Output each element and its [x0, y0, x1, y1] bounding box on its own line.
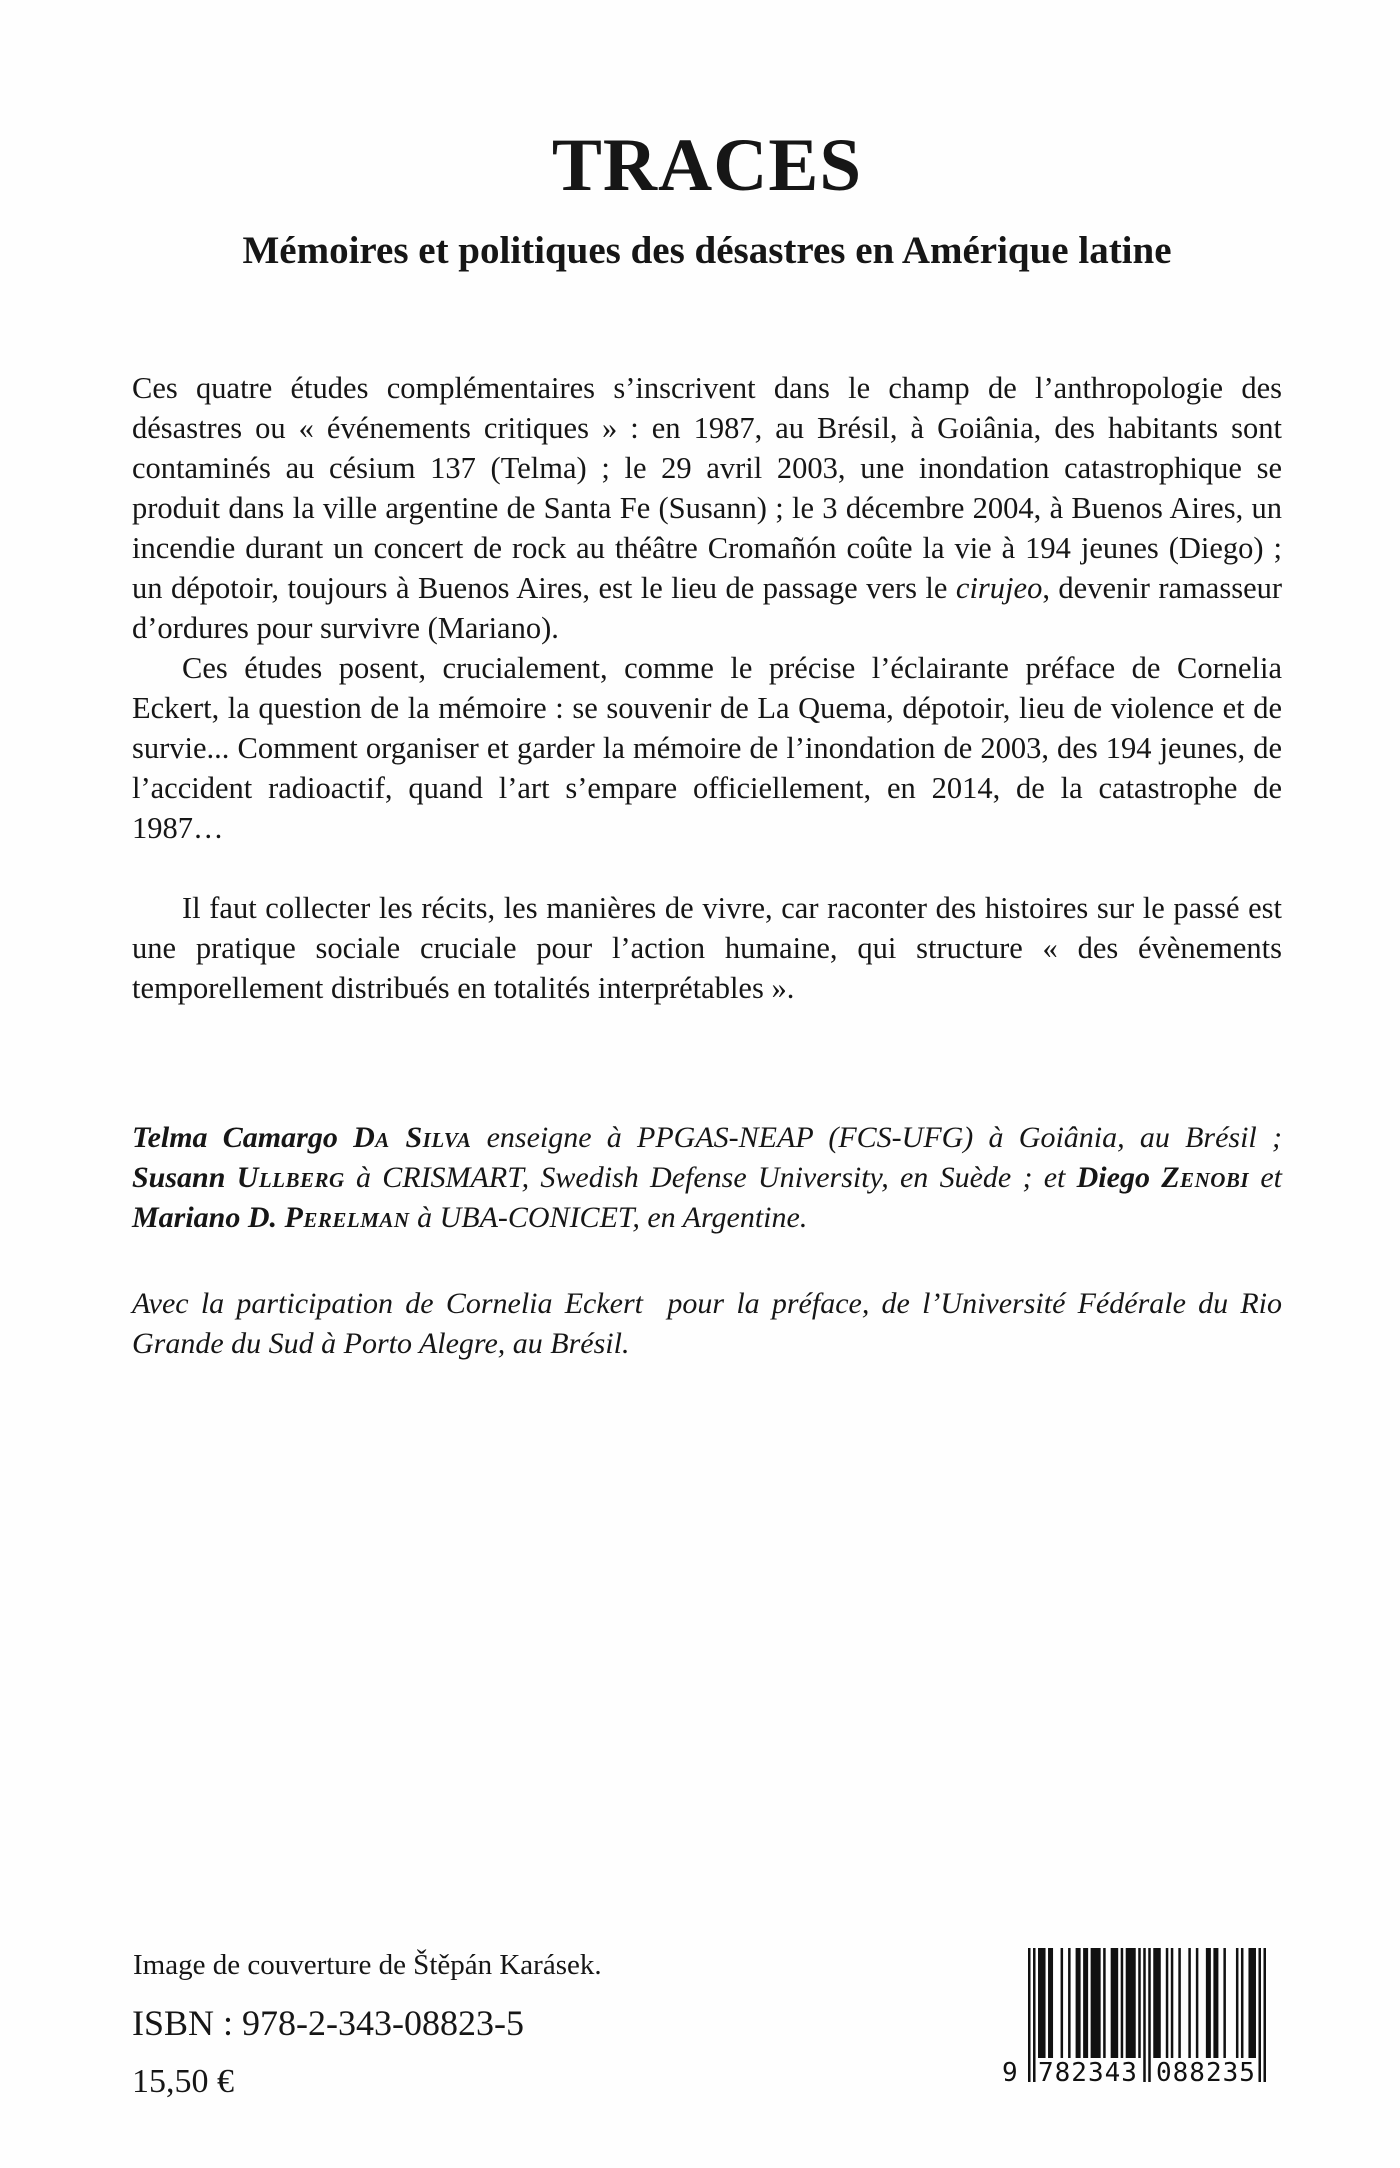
- text-segment: Telma Camargo: [132, 1120, 354, 1154]
- synopsis: [132, 368, 1282, 1008]
- text-segment: à CRISMART, Swedish Defense University, en Suède ; et: [344, 1160, 1077, 1194]
- text-segment: cirujeo: [955, 570, 1043, 605]
- text-segment: , devenir ramasseur d’ordures pour survivre (Mariano).: [132, 570, 1283, 645]
- text-segment: Zenobi: [1161, 1160, 1250, 1194]
- book-title: TRACES: [551, 124, 863, 207]
- barcode-number: [1002, 2056, 1266, 2090]
- barcode: [1002, 1948, 1266, 2090]
- text-segment: et: [1249, 1160, 1282, 1194]
- text-segment: Da Silva: [353, 1120, 472, 1154]
- barcode-digit-group: 9: [1002, 2058, 1018, 2088]
- text-segment: Susann: [132, 1160, 237, 1194]
- barcode-digit-group: 088235: [1156, 2058, 1256, 2088]
- cover-image-credit: Image de couverture de Štěpán Karásek.: [133, 1949, 602, 1981]
- text-segment: Perelman: [284, 1200, 410, 1234]
- text-segment: Ces quatre études complémentaires s’inscrivent dans le champ de l’anthropologie des désastres ou « événements critiques » : en 1987, au Brésil, à Goiânia, des habitants sont contaminés au césium 137 (Telma) ; le 29 avril 2003, une inondation catastrophique se produit dans la ville argentine de Santa Fe (Susann) ; le 3 décembre 2004, à Buenos Aires, un incendie durant un concert de rock au théâtre Cromañón coûte la vie à 194 jeunes (Diego) ; un dépotoir, toujours à Buenos Aires, est le lieu de passage vers le: [132, 370, 1282, 605]
- preface-credit: Avec la participation de Cornelia Eckert pour la préface, de l’Université Fédérale du Rio Grande du Sud à Porto Alegre, au Brésil.: [132, 1286, 1282, 1360]
- price: 15,50 €: [132, 2063, 234, 2100]
- text-segment: Ullberg: [236, 1160, 345, 1194]
- text-segment: enseigne à PPGAS-NEAP (FCS-UFG) à Goiânia, au Brésil ;: [471, 1120, 1282, 1154]
- text-segment: Il faut collecter les récits, les manières de vivre, car raconter des histoires sur le passé est une pratique sociale cruciale pour l’action humaine, qui structure « des évènements temporellement distribués en totalités interprétables ».: [132, 890, 1282, 1005]
- book-subtitle: Mémoires et politiques des désastres en Amérique latine: [242, 229, 1172, 272]
- synopsis-paragraph-3: [132, 888, 1282, 1008]
- barcode-digit-group: 782343: [1038, 2058, 1138, 2088]
- author-bios: [132, 1118, 1282, 1238]
- text-segment: Ces études posent, crucialement, comme le précise l’éclairante préface de Cornelia Eckert, la question de la mémoire : se souvenir de La Quema, dépotoir, lieu de violence et de survie... Comment organiser et garder la mémoire de l’inondation de 2003, des 194 jeunes, de l’accident radioactif, quand l’art s’empare officiellement, en 2014, de la catastrophe de 1987…: [132, 650, 1282, 845]
- text-segment: à UBA-CONICET, en Argentine.: [409, 1200, 808, 1234]
- synopsis-paragraph-2: [132, 648, 1282, 848]
- text-segment: Diego: [1076, 1160, 1162, 1194]
- cover-text-column: [0, 124, 1400, 1364]
- isbn: ISBN : 978-2-343-08823-5: [132, 2003, 524, 2043]
- synopsis-paragraph-1: [132, 368, 1282, 648]
- text-segment: Mariano D.: [132, 1200, 285, 1234]
